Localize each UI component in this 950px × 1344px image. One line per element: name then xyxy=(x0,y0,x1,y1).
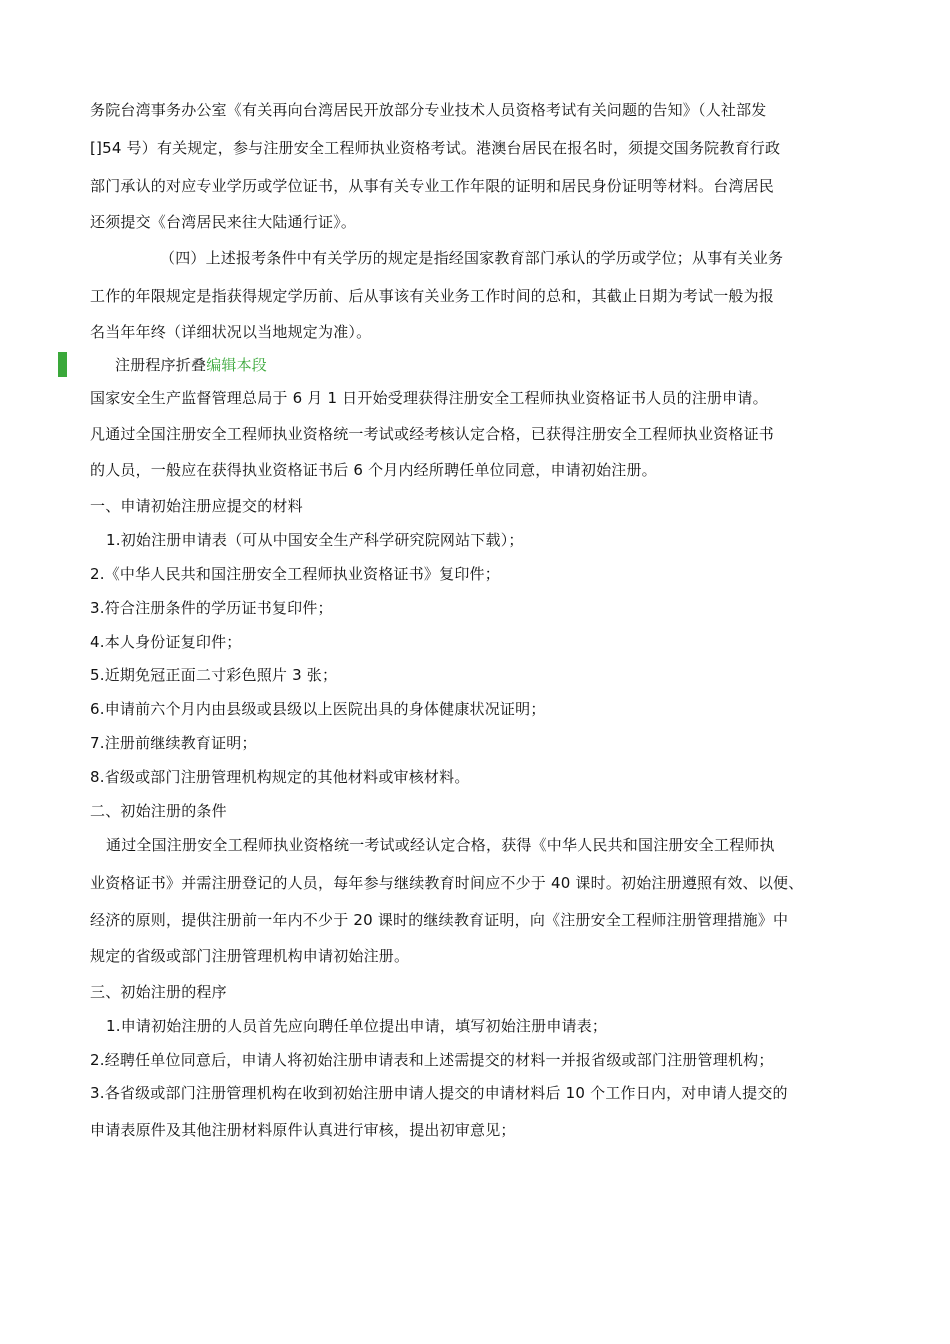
para1-line-4: 还须提交《台湾居民来往大陆通行证》。 xyxy=(90,213,357,231)
material-item-8: 8.省级或部门注册管理机构规定的其他材料或审核材料。 xyxy=(90,768,470,786)
conditions-line-2: 业资格证书》并需注册登记的人员，每年参与继续教育时间应不少于 40 课时。初始注册遵照有效、以便、 xyxy=(90,874,804,892)
material-item-5: 5.近期免冠正面二寸彩色照片 3 张； xyxy=(90,666,338,684)
procedure-item-3-cont: 申请表原件及其他注册材料原件认真进行审核，提出初审意见； xyxy=(90,1121,516,1139)
conditions-line-4: 规定的省级或部门注册管理机构申请初始注册。 xyxy=(90,947,410,965)
procedure-item-2: 2.经聘任单位同意后，申请人将初始注册申请表和上述需提交的材料一并报省级或部门注册管理机构； xyxy=(90,1051,774,1069)
edit-section-link[interactable]: 编辑本段 xyxy=(206,356,268,374)
intro-line-3: 的人员，一般应在获得执业资格证书后 6 个月内经所聘任单位同意，申请初始注册。 xyxy=(90,461,657,479)
intro-line-2: 凡通过全国注册安全工程师执业资格统一考试或经考核认定合格，已获得注册安全工程师执业资格证书 xyxy=(90,425,775,443)
para2-line-1: （四）上述报考条件中有关学历的规定是指经国家教育部门承认的学历或学位；从事有关业务 xyxy=(160,249,784,267)
conditions-line-1: 通过全国注册安全工程师执业资格统一考试或经认定合格，获得《中华人民共和国注册安全工程师执 xyxy=(106,836,775,854)
heading-procedure: 三、初始注册的程序 xyxy=(90,983,227,1001)
para1-line-2: []54 号）有关规定，参与注册安全工程师执业资格考试。港澳台居民在报名时，须提交国务院教育行政 xyxy=(90,139,781,157)
conditions-line-3: 经济的原则，提供注册前一年内不少于 20 课时的继续教育证明，向《注册安全工程师注册管理措施》中 xyxy=(90,911,789,929)
material-item-2: 2.《中华人民共和国注册安全工程师执业资格证书》复印件； xyxy=(90,565,500,583)
heading-conditions: 二、初始注册的条件 xyxy=(90,802,227,820)
material-item-6: 6.申请前六个月内由县级或县级以上医院出具的身体健康状况证明； xyxy=(90,700,546,718)
procedure-item-3: 3.各省级或部门注册管理机构在收到初始注册申请人提交的申请材料后 10 个工作日内，对申请人提交的 xyxy=(90,1084,788,1102)
para1-line-1: 务院台湾事务办公室《有关再向台湾居民开放部分专业技术人员资格考试有关问题的告知》（人社部发 xyxy=(90,101,767,119)
material-item-4: 4.本人身份证复印件； xyxy=(90,633,242,651)
material-item-1: 1.初始注册申请表（可从中国安全生产科学研究院网站下载）； xyxy=(106,531,524,549)
heading-materials: 一、申请初始注册应提交的材料 xyxy=(90,497,303,515)
material-item-7: 7.注册前继续教育证明； xyxy=(90,734,257,752)
procedure-item-1: 1.申请初始注册的人员首先应向聘任单位提出申请，填写初始注册申请表； xyxy=(106,1017,608,1035)
material-item-3: 3.符合注册条件的学历证书复印件； xyxy=(90,599,333,617)
para2-line-2: 工作的年限规定是指获得规定学历前、后从事该有关业务工作时间的总和，其截止日期为考试一般为报 xyxy=(90,287,775,305)
para2-line-3: 名当年年终（详细状况以当地规定为准）。 xyxy=(90,323,372,341)
section-marker xyxy=(58,352,67,377)
intro-line-1: 国家安全生产监督管理总局于 6 月 1 日开始受理获得注册安全工程师执业资格证书人员的注册申请。 xyxy=(90,389,768,407)
section-title: 注册程序折叠 xyxy=(115,356,207,374)
section-heading xyxy=(115,355,267,375)
para1-line-3: 部门承认的对应专业学历或学位证书，从事有关专业工作年限的证明和居民身份证明等材料。台湾居民 xyxy=(90,177,775,195)
